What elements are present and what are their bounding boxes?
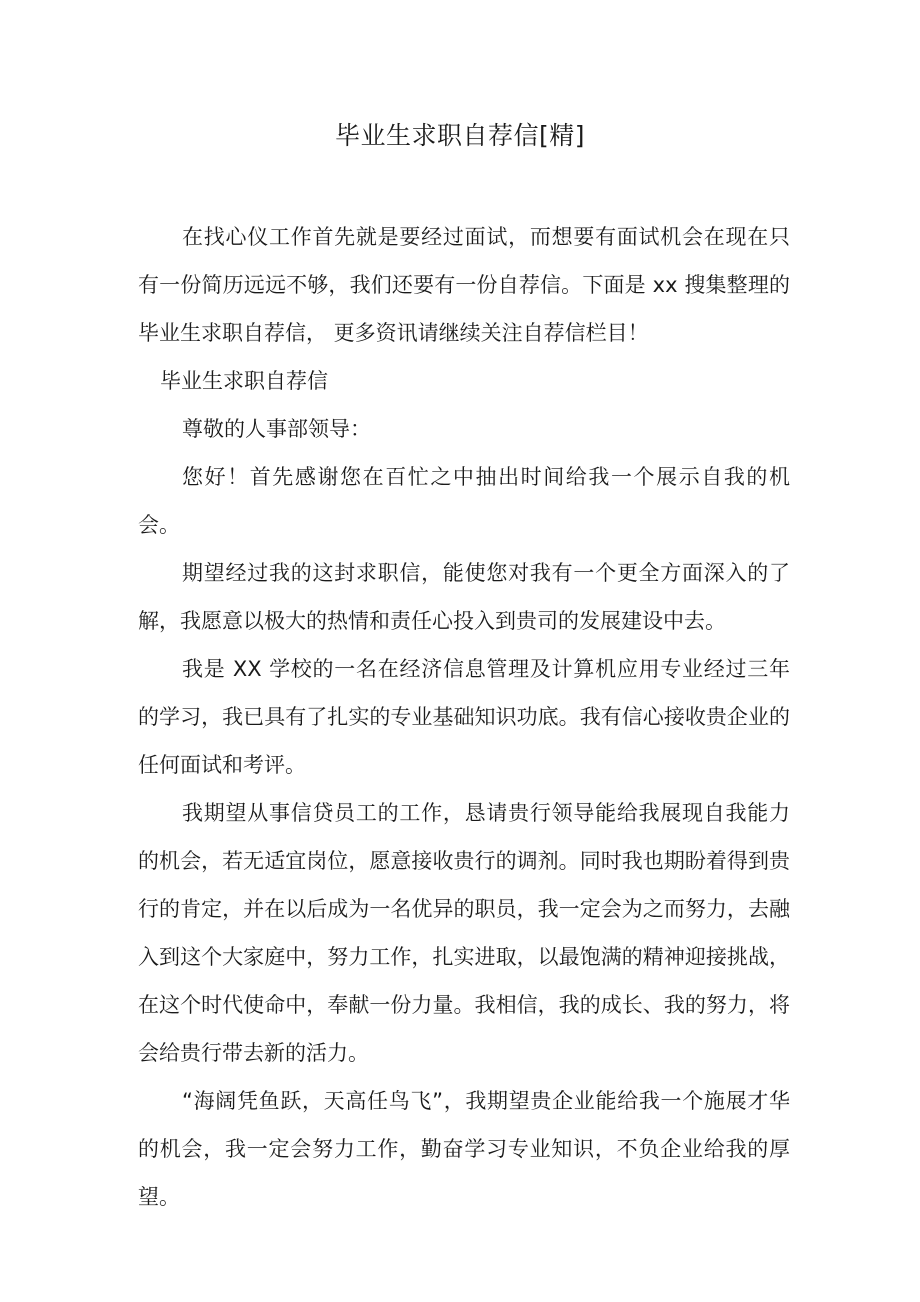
document-title: 毕业生求职自荐信[精] — [334, 121, 585, 150]
closing-paragraph: “海阔凭鱼跃，天高任鸟飞”，我期望贵企业能给我一个施展才华的机会，我一定会努力工作，勤奋学习专业知识，不负企业给我的厚望。 — [138, 1089, 790, 1209]
document-body — [138, 213, 790, 1221]
body-paragraph: 我期望从事信贷员工的工作，恳请贵行领导能给我展现自我能力的机会，若无适宜岗位，愿意接收贵行的调剂。同时我也期盼着得到贵行的肯定，并在以后成为一名优异的职员，我一定会为之而努力，去融入到这个大家庭中，努力工作，扎实进取，以最饱满的精神迎接挑战，在这个时代使命中，奉献一份力量。我相信，我的成长、我的努力，将会给贵行带去新的活力。 — [138, 801, 790, 1065]
salutation: 尊敬的人事部领导： — [182, 417, 371, 441]
greeting-paragraph: 您好！首先感谢您在百忙之中抽出时间给我一个展示自我的机会。 — [138, 465, 790, 537]
body-paragraph: 我是 XX 学校的一名在经济信息管理及计算机应用专业经过三年的学习，我已具有了扎实的专业基础知识功底。我有信心接收贵企业的任何面试和考评。 — [138, 657, 790, 777]
intro-paragraph: 在找心仪工作首先就是要经过面试，而想要有面试机会在现在只有一份简历远远不够，我们还要有一份自荐信。下面是 xx 搜集整理的毕业生求职自荐信， 更多资讯请继续关注自荐信栏目！ — [138, 225, 790, 345]
letter-heading: 毕业生求职自荐信 — [160, 369, 328, 393]
body-paragraph: 期望经过我的这封求职信，能使您对我有一个更全方面深入的了解，我愿意以极大的热情和责任心投入到贵司的发展建设中去。 — [138, 561, 790, 633]
